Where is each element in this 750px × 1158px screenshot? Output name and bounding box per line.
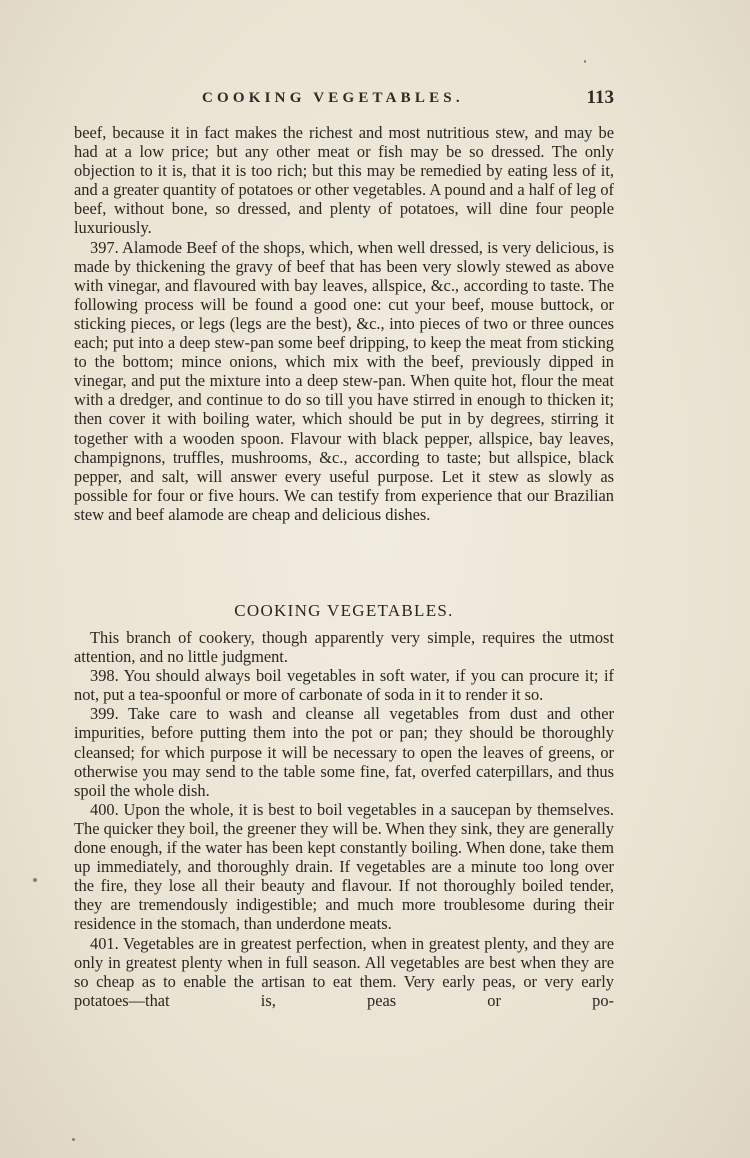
section-heading: COOKING VEGETABLES. [234,601,454,620]
text-block-top [74,123,614,524]
paper-speck [584,60,586,63]
page-number: 113 [586,87,614,108]
running-head [74,87,614,114]
paragraph-intro: This branch of cookery, though apparently very simple, requires the utmost attention, and no little judgment. [74,628,614,667]
paper-speck [33,878,37,882]
paragraph-401: 401. Vegetables are in greatest perfection, when in greatest plenty, and they are only in greatest plenty when in full season. All vegetables are best when they are so cheap as to enable the artisan to eat them. Very early peas, or very early potatoes—that is, peas or po- [74,933,614,1010]
paper-speck [72,1138,75,1141]
paragraph-399: 399. Take care to wash and cleanse all vegetables from dust and other impurities, before putting them into the pot or pan; they should be thoroughly cleansed; for which purpose it will be necessary to open the leaves of greens, or otherwise you may send to the table some fine, fat, overfed caterpillars, and thus spoil the whole dish. [74,704,614,800]
paragraph-397: 397. Alamode Beef of the shops, which, when well dressed, is very delicious, is made by thickening the gravy of beef that has been very slowly stewed as above with vinegar, and flavoured with bay leaves, allspice, &c., according to taste. The following process will be found a good one: cut your beef, mouse buttock, or sticking pieces, or legs (legs are the best), &c., into pieces of two or three ounces each; put into a deep stew-pan some beef dripping, to keep the meat from sticking to the bottom; mince onions, which mix with the beef, previously dipped in vinegar, and put the mixture into a deep stew-pan. When quite hot, flour the meat with a dredger, and continue to do so till you have stirred in enough to thicken it; then cover it with boiling water, which should be put in by degrees, stirring it together with a wooden spoon. Flavour with black pepper, allspice, bay leaves, champignons, truffles, mushrooms, &c., according to taste; but allspice, black pepper, and salt, will answer every useful purpose. Let it stew as slowly as possible for four or five hours. We can testify from experience that our Brazilian stew and beef alamode are cheap and delicious dishes. [74,237,614,524]
running-head-title: COOKING VEGETABLES. [202,90,464,106]
paragraph-398: 398. You should always boil vegetables in soft water, if you can procure it; if not, put a tea-spoonful or more of carbonate of soda in it to render it so. [74,666,614,705]
paragraph: beef, because it in fact makes the richest and most nutritious stew, and may be had at a low price; but any other meat or fish may be so dressed. The only objection to it is, that it is too rich; but this may be remedied by eating less of it, and a greater quantity of potatoes or other vegetables. A pound and a half of leg of beef, without bone, so dressed, and plenty of potatoes, will dine four people luxuriously. [74,123,614,238]
paragraph-400: 400. Upon the whole, it is best to boil vegetables in a saucepan by themselves. The quicker they boil, the greener they will be. When they sink, they are generally done enough, if the water has been kept constantly boiling. When done, take them up immediately, and thoroughly drain. If vegetables are a minute too long over the fire, they lose all their beauty and flavour. If not thoroughly boiled tender, they are tremendously indigestible; and much more troublesome during their residence in the stomach, than underdone meats. [74,799,614,934]
text-block-bottom [74,628,614,1010]
